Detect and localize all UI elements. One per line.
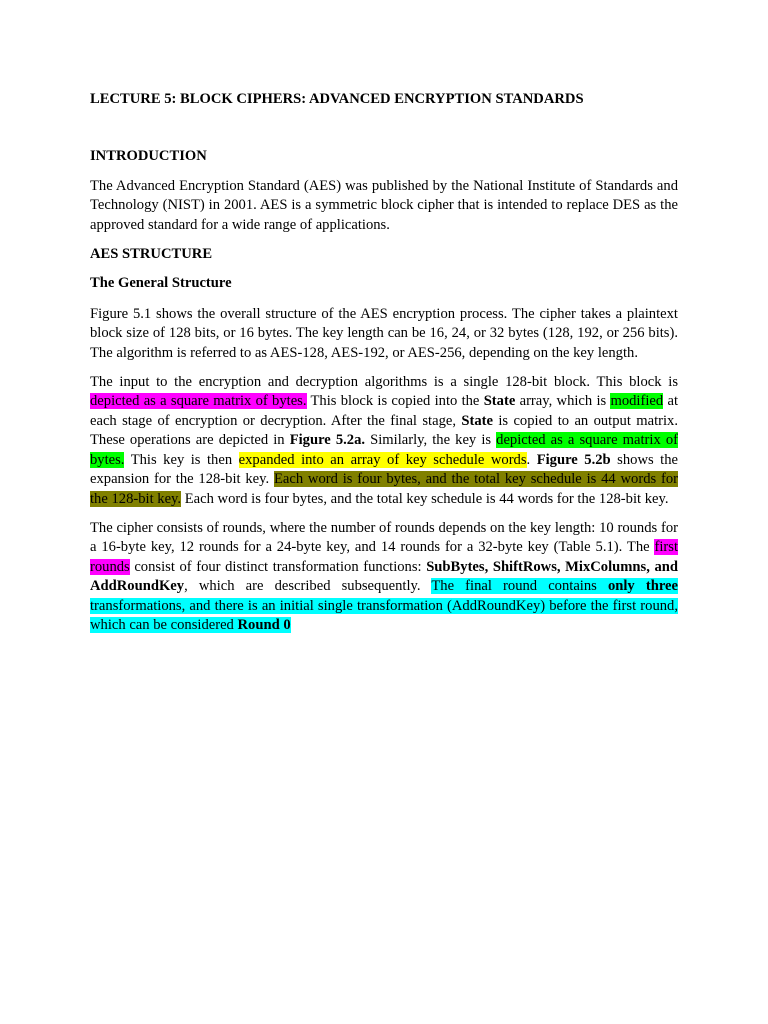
text-run: . xyxy=(526,451,537,468)
text-run: at each stage of encryption or decryption. After the final stage, xyxy=(90,393,678,429)
paragraph-input-block xyxy=(90,373,678,509)
text-run: This key is then xyxy=(124,451,239,468)
highlight-cyan-bold: only three xyxy=(607,578,678,595)
document-page xyxy=(90,90,678,645)
text-run: The cipher consists of rounds, where the number of rounds depends on the key length: 10 rounds for a 16-byte key, 12 rounds for a 24-byte key, and 14 rounds for a 32-byte key (Table 5.1). The xyxy=(90,519,678,556)
section-heading-aes-structure: AES STRUCTURE xyxy=(90,246,213,263)
highlight-cyan: transformations, and there is an initial single transformation (AddRoundKey) before the first round, which can be considered xyxy=(90,597,678,633)
text-run: shows the expansion for the 128-bit key. xyxy=(90,451,678,488)
text-run: is copied to an output matrix. These operations are depicted in xyxy=(90,412,678,449)
section-heading-introduction: INTRODUCTION xyxy=(90,148,207,165)
bold-term: Figure 5.2a. xyxy=(289,432,366,449)
highlight-olive: Each word is four bytes, and the total key schedule is 44 words for the 128-bit key. xyxy=(90,471,678,507)
bold-term: Figure 5.2b xyxy=(536,451,611,468)
page-title: LECTURE 5: BLOCK CIPHERS: ADVANCED ENCRYPTION STANDARDS xyxy=(90,91,584,107)
text-run: array, which is xyxy=(515,393,611,410)
highlight-magenta: first rounds xyxy=(90,539,678,575)
highlight-cyan: The final round contains xyxy=(431,578,608,595)
paragraph-overall-structure: Figure 5.1 shows the overall structure of the AES encryption process. The cipher takes a plaintext block size of 128 bits, or 16 bytes. The key length can be 16, 24, or 32 bytes (128, 192, or 256 bits). The algorithm is referred to as AES-128, AES-192, or AES-256, depending on the key length. xyxy=(90,305,678,361)
intro-paragraph: The Advanced Encryption Standard (AES) was published by the National Institute of Standards and Technology (NIST) in 2001. AES is a symmetric block cipher that is intended to replace DES as the approved standard for a wide range of applications. xyxy=(90,177,678,233)
highlight-magenta: depicted as a square matrix of bytes. xyxy=(90,393,307,410)
bold-term: State xyxy=(461,412,493,429)
highlight-green: depicted as a square matrix of bytes. xyxy=(90,432,679,468)
paragraph-rounds xyxy=(90,519,678,635)
highlight-cyan-bold: Round 0 xyxy=(237,616,291,633)
subheading-general-structure: The General Structure xyxy=(90,275,232,292)
text-run: The input to the encryption and decryption algorithms is a single 128-bit block. This block is xyxy=(90,374,678,391)
bold-term: SubBytes, ShiftRows, MixColumns, and AddRoundKey xyxy=(90,558,678,595)
highlight-green: modified xyxy=(610,393,664,410)
bold-term: State xyxy=(483,393,516,410)
text-run: This block is copied into the xyxy=(306,393,484,410)
text-run: , which are described subsequently. xyxy=(184,578,432,595)
highlight-yellow: expanded into an array of key schedule words xyxy=(238,451,527,468)
text-run: Each word is four bytes, and the total key schedule is 44 words for the 128-bit key. xyxy=(181,490,669,507)
text-run: Similarly, the key is xyxy=(365,432,497,449)
text-run: consist of four distinct transformation functions: xyxy=(129,558,427,575)
